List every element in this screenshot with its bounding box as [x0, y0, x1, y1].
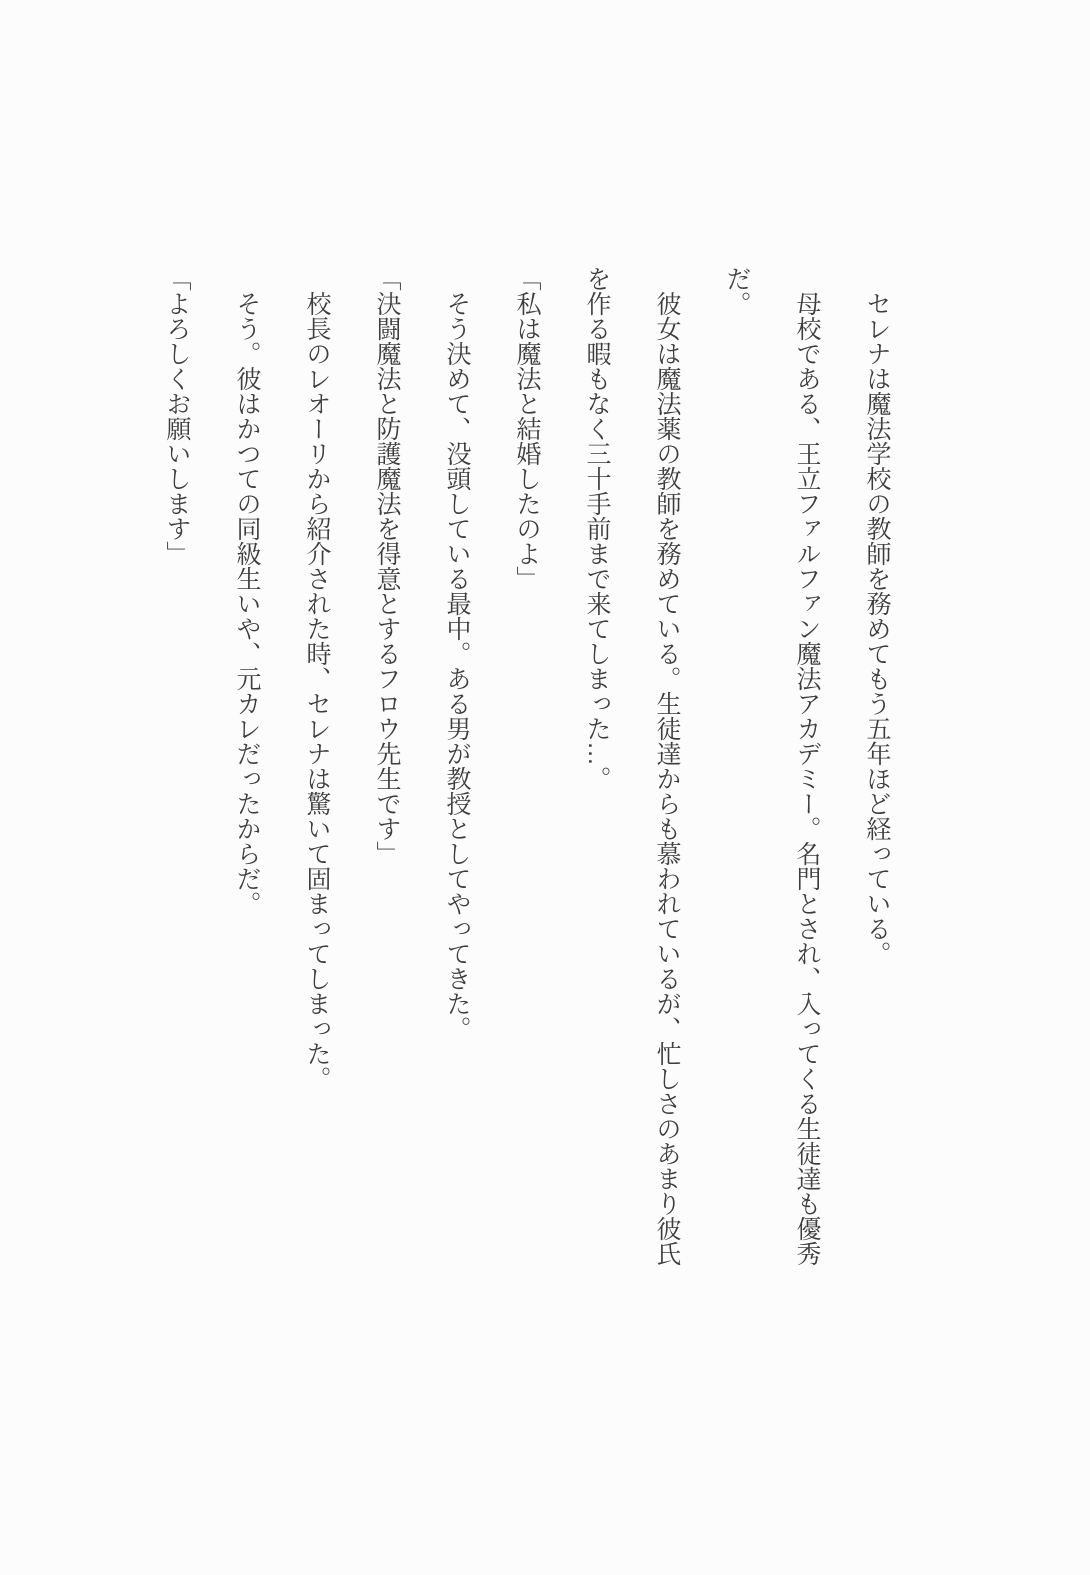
paragraph: そう。彼はかつての同級生いや、元カレだったからだ。: [233, 291, 261, 916]
paragraph: 彼女は魔法薬の教師を務めている。生徒達からも慕われているが、忙しさのあまり彼氏を作る暇もなく三十手前まで来てしまった…。: [583, 266, 681, 1266]
paragraph: 校長のレオーリから紹介された時、セレナは驚いて固まってしまった。: [303, 291, 331, 1091]
paragraph: 「よろしくお願いします」: [163, 266, 191, 566]
vertical-text-block: [142, 266, 912, 1276]
paragraph: 「私は魔法と結婚したのよ」: [513, 266, 541, 591]
paragraph: 母校である、王立ファルファン魔法アカデミー。名門とされ、入ってくる生徒達も優秀だ。: [723, 266, 821, 1266]
paragraph: 「決闘魔法と防護魔法を得意とするフロウ先生です」: [373, 266, 401, 866]
paragraph: そう決めて、没頭している最中。ある男が教授としてやってきた。: [443, 291, 471, 1041]
paragraph: セレナは魔法学校の教師を務めてもう五年ほど経っている。: [863, 291, 891, 966]
